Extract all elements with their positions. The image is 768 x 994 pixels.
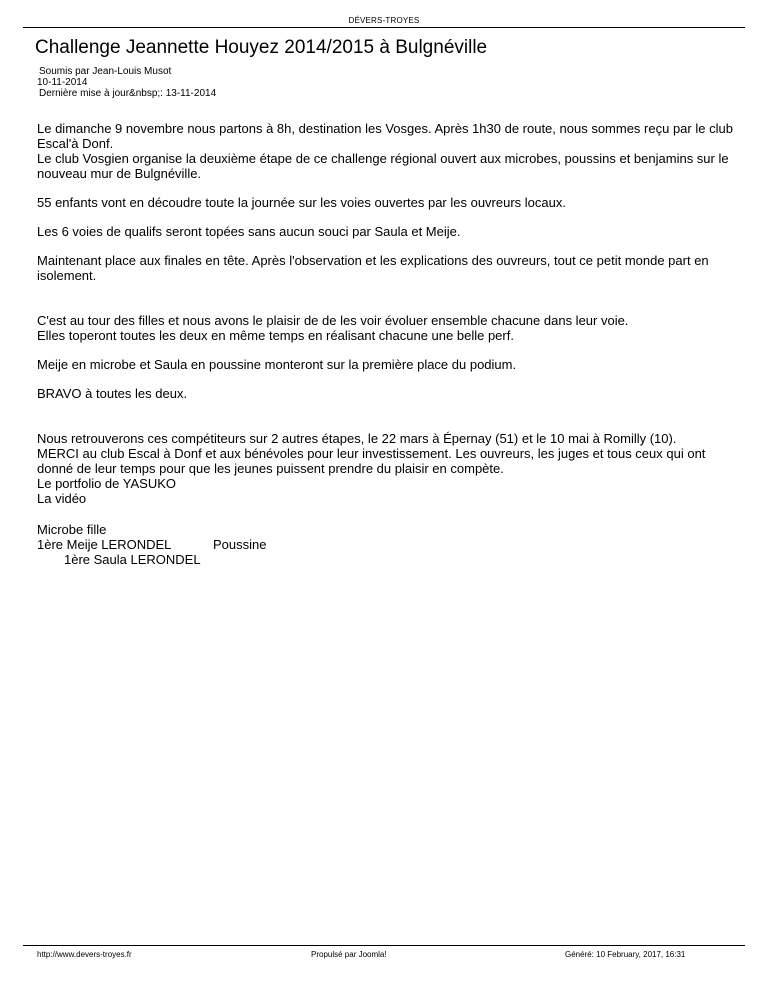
- article-date: 10-11-2014: [37, 77, 88, 88]
- results-row: [37, 537, 737, 552]
- paragraph-intro-line-1: Le dimanche 9 novembre nous partons à 8h, destination les Vosges. Après 1h30 de route, nous sommes reçu par le club Escal'à Donf.: [37, 121, 733, 151]
- paragraph-bravo: BRAVO à toutes les deux.: [37, 386, 188, 401]
- spacer: [37, 506, 737, 522]
- spacer: [37, 297, 737, 313]
- article-updated: Dernière mise à jour&nbsp;: 13-11-2014: [39, 88, 217, 99]
- video-link[interactable]: La vidéo: [37, 491, 87, 506]
- article-body: [37, 121, 737, 567]
- site-name-header: DÉVERS-TROYES: [348, 16, 420, 25]
- article-author: Soumis par Jean-Louis Musot: [39, 66, 172, 77]
- results-winner-microbe: 1ère Meije LERONDEL: [37, 537, 172, 552]
- paragraph-girls-line-1: C'est au tour des filles et nous avons le plaisir de de les voir évoluer ensemble chacune dans leur voie.: [37, 313, 629, 328]
- paragraph-qualifs: Les 6 voies de qualifs seront topées sans aucun souci par Saula et Meije.: [37, 224, 461, 239]
- article-meta: [37, 66, 216, 99]
- results-category-poussine: Poussine: [213, 537, 267, 552]
- paragraph-finals: Maintenant place aux finales en tête. Après l'observation et les explications des ouvreurs, tout ce petit monde part en isolement.: [37, 253, 709, 283]
- footer-generated-date: Généré: 10 February, 2017, 16:31: [565, 950, 686, 959]
- results-category-microbe: Microbe fille: [37, 522, 107, 537]
- paragraph-participants: 55 enfants vont en découdre toute la journée sur les voies ouvertes par les ouvreurs locaux.: [37, 195, 566, 210]
- paragraph-intro: [37, 121, 737, 181]
- footer-site-url[interactable]: http://www.devers-troyes.fr: [37, 950, 132, 959]
- page-title: Challenge Jeannette Houyez 2014/2015 à Bulgnéville: [35, 37, 488, 58]
- paragraph-girls-line-2: Elles toperont toutes les deux en même temps en réalisant chacune une belle perf.: [37, 328, 514, 343]
- paragraph-next-steps: Nous retrouverons ces compétiteurs sur 2 autres étapes, le 22 mars à Épernay (51) et le 10 mai à Romilly (10).: [37, 431, 677, 446]
- paragraph-podium: Meije en microbe et Saula en poussine monteront sur la première place du podium.: [37, 357, 517, 372]
- footer-powered-by: Propulsé par Joomla!: [311, 950, 387, 959]
- footer-divider: [23, 945, 745, 946]
- paragraph-intro-line-2: Le club Vosgien organise la deuxième étape de ce challenge régional ouvert aux microbes, poussins et benjamins sur le nouveau mur de Bulgnéville.: [37, 151, 729, 181]
- header-divider: [23, 27, 745, 28]
- spacer: [37, 415, 737, 431]
- results-winner-poussine: 1ère Saula LERONDEL: [64, 552, 201, 567]
- portfolio-link[interactable]: Le portfolio de YASUKO: [37, 476, 176, 491]
- paragraph-girls: [37, 313, 737, 343]
- paragraph-thanks: MERCI au club Escal à Donf et aux bénévoles pour leur investissement. Les ouvreurs, les juges et tous ceux qui ont donné de leur temps pour que les jeunes puissent prendre du plaisir en compète.: [37, 446, 706, 476]
